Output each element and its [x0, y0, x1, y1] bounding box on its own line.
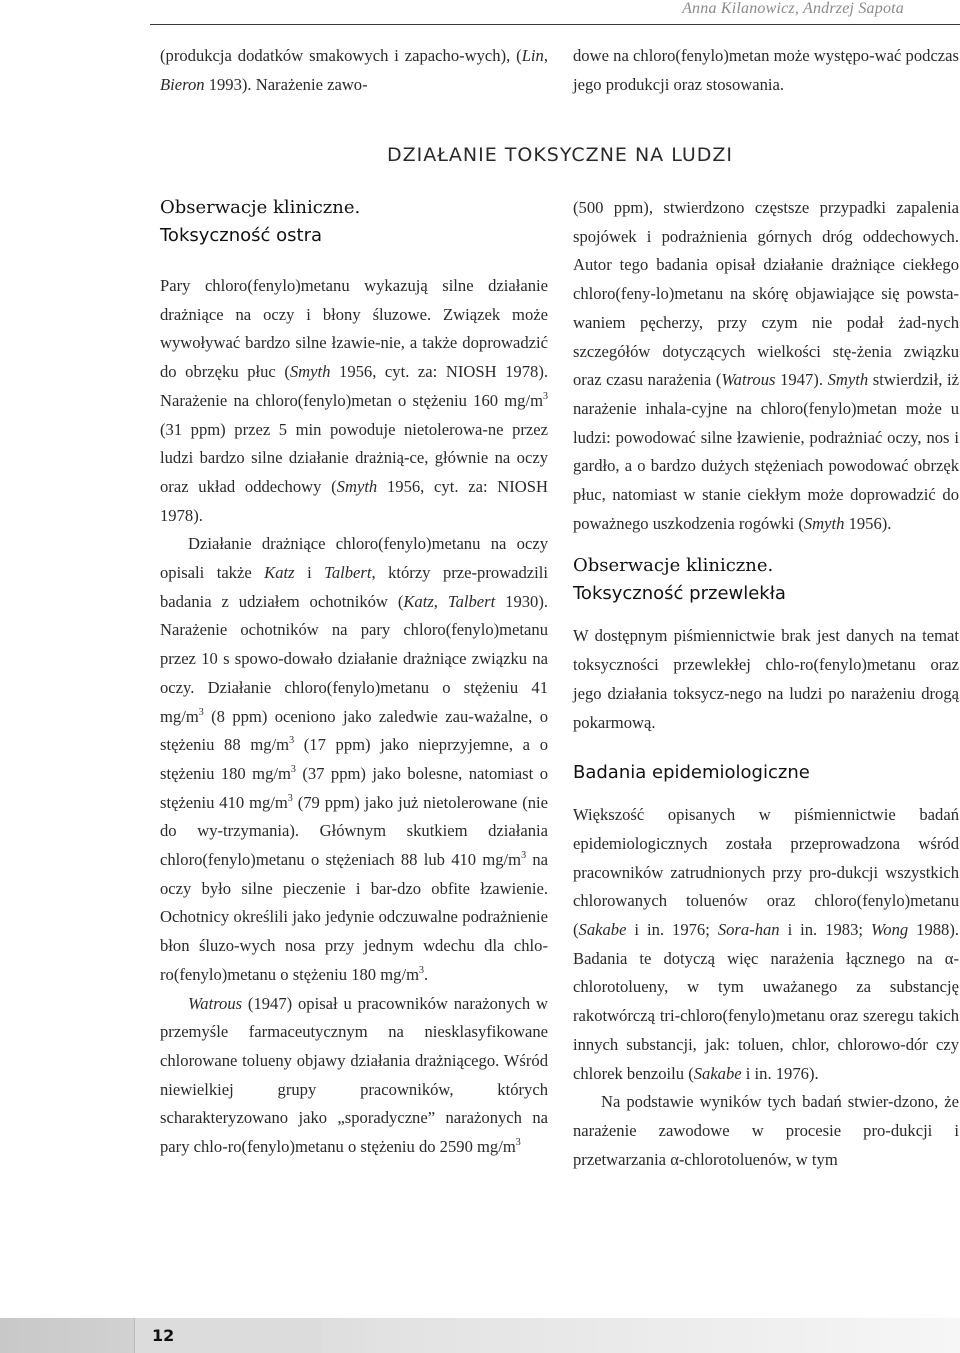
left-paragraph-3: Watrous (1947) opisał u pracowników narażonych w przemyśle farmaceutycznym na niesklasyfikowane chlorowane tolueny objawy działania drażniącego. Wśród niewielkiej grupy pracowników, których scharakteryzowano jako „sporadyczne” narażonych na pary chlo-ro(fenylo)metanu o stężeniu do 2590 $mg/m^3$ [160, 993, 548, 1157]
right-column [573, 194, 959, 1174]
right-paragraph-2: W dostępnym piśmiennictwie brak jest danych na temat toksyczności przewlekłej chlo-ro(fenylo)metanu oraz jego działania toksycz-nego na ludzi po narażeniu drogą pokarmową. [573, 626, 959, 732]
right-paragraph-4: Na podstawie wyników tych badań stwier-dzono, że narażenie zawodowe w procesie pro-dukcji i przetwarzania α-chlorotoluenów, w tym [573, 1092, 959, 1169]
right-paragraph-3: Większość opisanych w piśmiennictwie badań epidemiologicznych została przeprowadzona wśród pracowników zatrudnionych przy pro-dukcji wszystkich chlorowanych toluenów oraz chloro(fenylo)metanu (Sakabe i in. 1976; Sora-han i in. 1983; Wong 1988). Badania te dotyczą więc narażenia łącznego na α-chlorotolueny, w tym uważanego za substancję rakotwórczą tri-chloro(fenylo)metanu oraz szeregu takich innych substancji, jak: toluen, chlor, chlorowo-dór czy chlorek benzoilu (Sakabe i in. 1976). [573, 805, 960, 1083]
running-head: Anna Kilanowicz, Andrzej Sapota [682, 0, 904, 17]
left-paragraph-2: Działanie drażniące chloro(fenylo)metanu na oczy opisali także Katz i Talbert, którzy prze-prowadzili badania z udziałem ochotników (Katz, Talbert 1930). Narażenie ochotników na pary chloro(fenylo)metanu przez 10 s spowo-dowało działanie drażniące związku na oczy. Działanie chloro(fenylo)metanu o stężeniu 41 $mg/m^3$ (8 ppm) oceniono jako zaledwie zau-ważalne, o stężeniu 88 $mg/m^3$ (17 ppm) jako nieprzyjemne, a o stężeniu 180 $mg/m^3$ (37 ppm) jako bolesne, natomiast o stężeniu 410 $mg/m^3$ (79 ppm) jako już nietolerowane (nie do wy-trzymania). Głównym skutkiem działania chloro(fenylo)metanu o stężeniach 88 lub 410 $mg/m^3$ na oczy było silne pieczenie i bar-dzo obfite łzawienie. Ochotnicy określili jako jedynie odczuwalne podrażnienie błon śluzo-wych nosa przy jednym wdechu dla chlo-ro(fenylo)metanu o stężeniu 180 $mg/m^3$. [160, 534, 549, 984]
right-heading-3: Badania epidemiologiczne [573, 762, 810, 784]
right-heading-1: Obserwacje kliniczne. [573, 555, 774, 577]
top-right-text: dowe na chloro(fenylo)metan może występo-wać podczas jego produkcji oraz stosowania. [573, 46, 959, 94]
left-column [160, 194, 548, 1162]
section-title: DZIAŁANIE TOKSYCZNE NA LUDZI [386, 144, 734, 166]
page-number: 12 [152, 1326, 175, 1345]
header-rule [150, 24, 960, 25]
left-paragraph-1: Pary chloro(fenylo)metanu wykazują silne działanie drażniące na oczy i błony śluzowe. Związek może wywoływać bardzo silne łzawie-nie, a także doprowadzić do obrzęku płuc (Smyth 1956, cyt. za: NIOSH 1978). Narażenie na chloro(fenylo)metan o stężeniu 160 $mg/m^3$ (31 ppm) przez 5 min powoduje nietolerowa-ne przez ludzi bardzo silne działanie drażnią-ce, głównie na oczy oraz układ oddechowy (Smyth 1956, cyt. za: NIOSH 1978). [160, 276, 549, 525]
left-heading-1: Obserwacje kliniczne. [160, 197, 361, 218]
top-left-text: (produkcja dodatków smakowych i zapacho-wych), (Lin, Bieron 1993). Narażenie zawo- [160, 46, 548, 94]
right-heading-2: Toksyczność przewlekła [573, 583, 786, 605]
left-heading-2: Toksyczność ostra [160, 225, 323, 246]
right-paragraph-1: (500 ppm), stwierdzono częstsze przypadki zapalenia spojówek i podrażnienia górnych dróg oddechowych. Autor tego badania opisał działanie drażniące ciekłego chloro(feny-lo)metanu na skórę objawiające się powsta-waniem pęcherzy, przy czym nie podał żad-nych szczegółów dotyczących wielkości stę-żenia związku oraz czasu narażenia (Watrous 1947). Smyth stwierdził, iż narażenie inhala-cyjne na chloro(fenylo)metan może u ludzi: powodować silne łzawienie, podrażniać oczy, nos i gardło, a o bardzo dużych stężeniach powodować obrzęk płuc, natomiast w stanie ciekłym może doprowadzić do poważnego uszkodzenia rogówki (Smyth 1956). [573, 198, 959, 533]
